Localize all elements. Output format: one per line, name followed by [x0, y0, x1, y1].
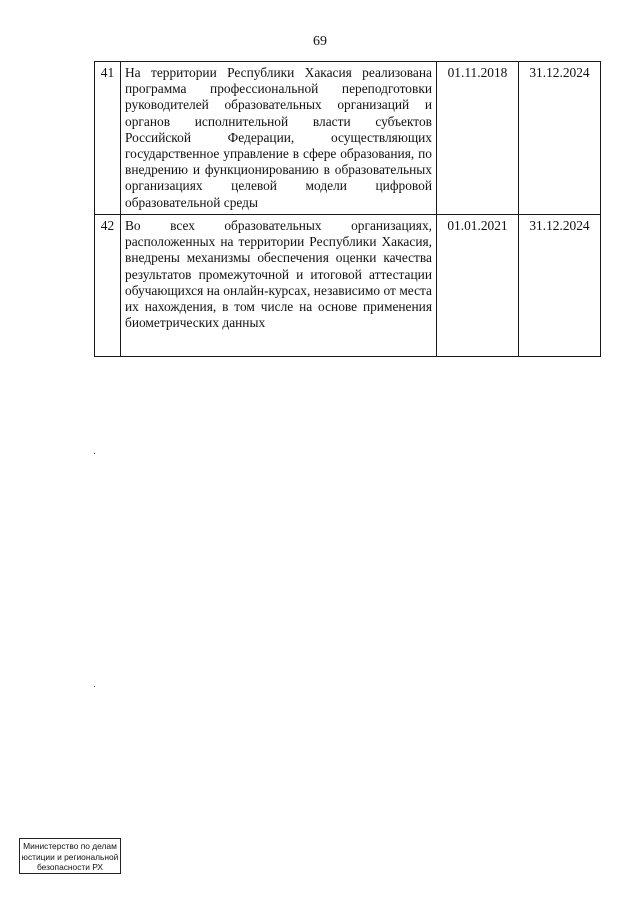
row-number: 41 — [95, 62, 121, 215]
scan-speck — [94, 453, 95, 454]
stamp-line: безопасности РХ — [36, 862, 104, 873]
row-start-date: 01.01.2021 — [437, 215, 519, 357]
row-end-date: 31.12.2024 — [519, 215, 601, 357]
page-number: 69 — [313, 34, 327, 49]
scan-speck — [94, 686, 95, 687]
stamp-line: Министерство по делам — [23, 841, 117, 851]
stamp-line: юстиции и региональной — [21, 851, 119, 862]
registration-stamp — [19, 838, 121, 874]
table-row — [95, 62, 601, 215]
row-number: 42 — [95, 215, 121, 357]
plan-table — [94, 61, 601, 357]
row-end-date: 31.12.2024 — [519, 62, 601, 215]
row-start-date: 01.11.2018 — [437, 62, 519, 215]
row-description: Во всех образовательных организациях, расположенных на территории Республики Хакасия, внедрены механизмы обеспечения оценки качества результатов промежуточной и итоговой аттестации обучающихся на онлайн-курсах, независимо от места их нахождения, в том числе на основе применения биометрических данных — [121, 215, 437, 357]
table-row — [95, 215, 601, 357]
row-description: На территории Республики Хакасия реализована программа профессиональной переподготовки руководителей образовательных организаций и органов исполнительной власти субъектов Российской Федерации, осуществляющих государственное управление в сфере образования, по внедрению и функционированию в образовательных организациях целевой модели цифровой образовательной среды — [121, 62, 437, 215]
